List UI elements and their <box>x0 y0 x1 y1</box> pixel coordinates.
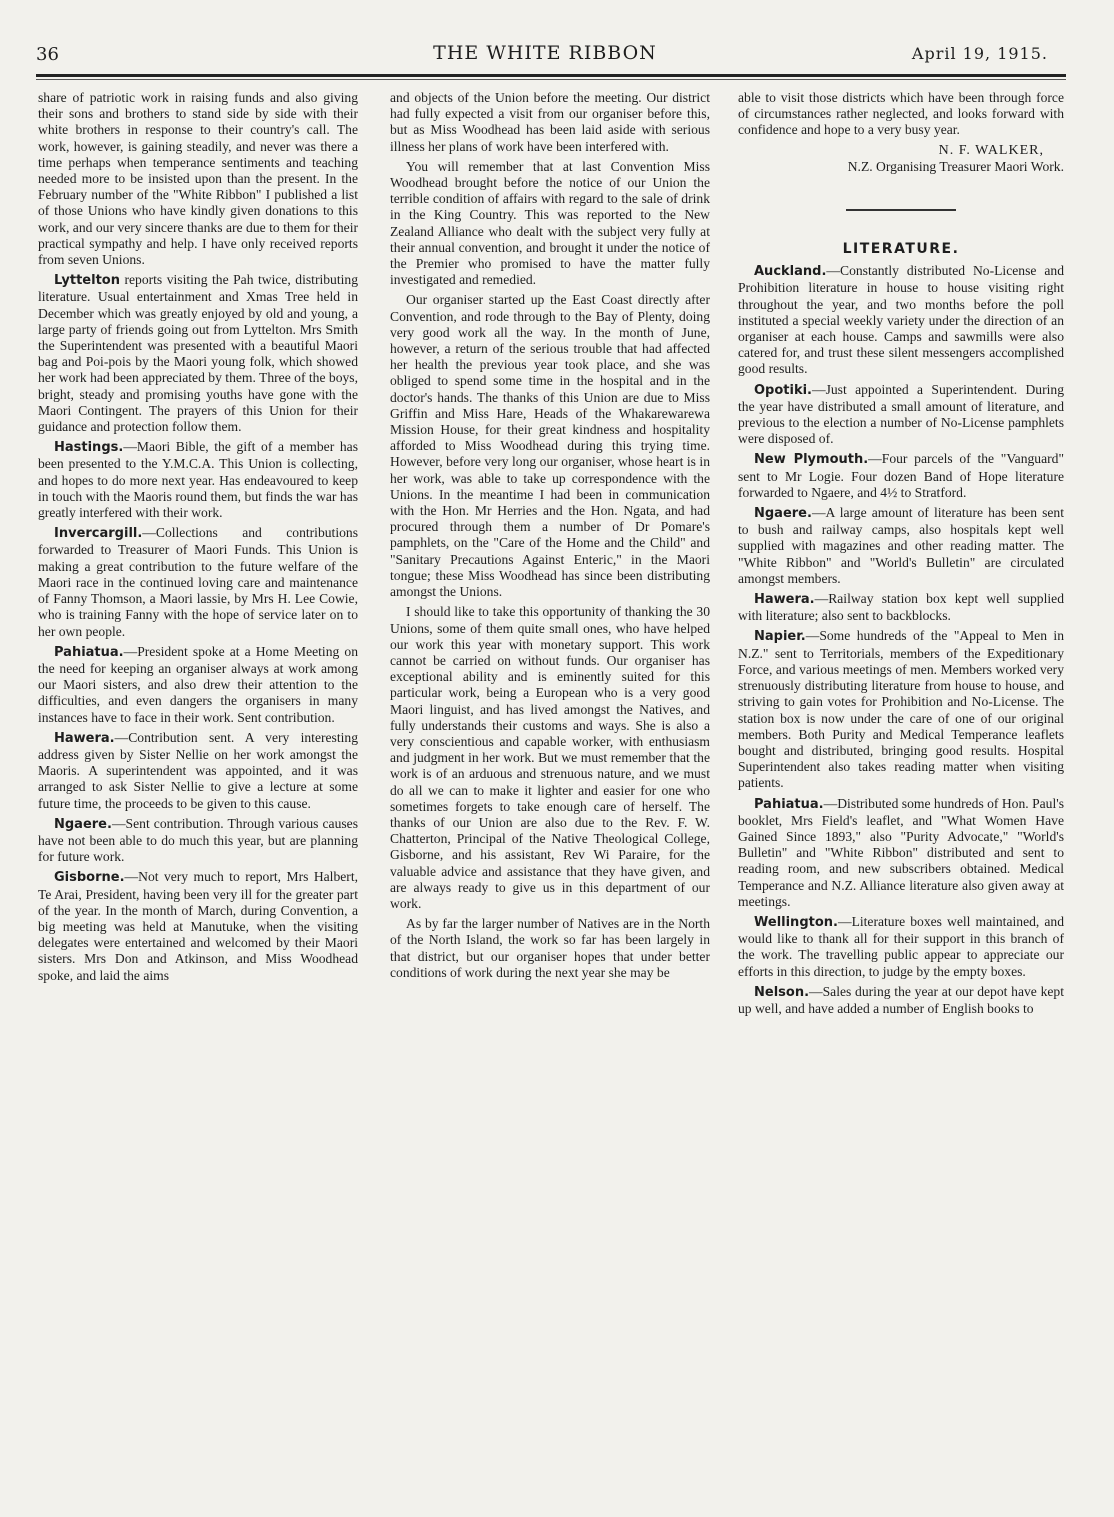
entry-heading: New Plymouth. <box>754 452 869 468</box>
paragraph: and objects of the Union before the meeting. Our district had fully expected a visit from our organiser before this, but as Miss Woodhead has been laid aside with serious illness her plans of work have been interfered with. <box>390 90 710 154</box>
report-entry <box>738 451 1064 501</box>
col2-paragraphs <box>390 90 710 981</box>
entry-heading: Ngaere. <box>754 506 812 522</box>
entry-heading: Hastings. <box>54 440 124 456</box>
paragraph: Our organiser started up the East Coast directly after Convention, and rode through to the Bay of Plenty, doing very good work all the way. In the month of June, however, a return of the serious trouble that had affected her health the previous year took place, and she was obliged to spend some time in the hospital and in the doctor's hands. The thanks of this Union are due to Miss Griffin and Miss Hare, Heads of the Whakarewarewa Mission House, for their great kindness and hospitality afforded to Miss Woodhead during this trying time. However, before very long our organiser, whose heart is in her work, was able to take up correspondence with the Unions. In the meantime I had been in communication with the Hon. Mr Herries and the Hon. Ngata, and had procured through them a number of Dr Pomare's pamphlets, on the "Care of the Home and the Child" and "Sanitary Precautions Against Enteric," in the Maori tongue; these Miss Woodhead has since been distributing amongst the Unions. <box>390 292 710 600</box>
report-entry <box>738 914 1064 980</box>
report-entry <box>738 263 1064 377</box>
entry-heading: Pahiatua. <box>754 796 824 812</box>
column-1 <box>38 90 358 988</box>
entry-heading: Wellington. <box>754 914 838 930</box>
report-entry <box>38 439 358 521</box>
paragraph: You will remember that at last Convention Miss Woodhead brought before the notice of our Union the terrible condition of affairs with regard to the sale of drink in the King Country. This was reported to the New Zealand Alliance who dealt with the subject very fully at their annual convention, and brought it under the notice of the Premier who promised to have the matter fully investigated and remedied. <box>390 158 710 288</box>
col3-intro: able to visit those districts which have been through force of circumstances rather neglected, and looks forward with confidence and hope to a very busy year. <box>738 90 1064 138</box>
paragraph: I should like to take this opportunity of thanking the 30 Unions, some of them quite small ones, who have helped our work this year with monetary support. This work cannot be carried on without funds. Our organiser has exceptional ability and is eminently suited for this particular work, being a European who is a very good Maori linguist, and has lived amongst the Natives, and fully understands their customs and ways. She is also a very conscientious and capable worker, with enthusiasm and judgment in her work. But we must remember that the work is of an arduous and strenuous nature, and we must do all we can to make it lighter and easier for one who sometimes forgets to take enough care of herself. The thanks of our Union are also due to the Rev. F. W. Chatterton, Principal of the Native Theological College, Gisborne, and his assistant, Rev Wi Paraire, for the valuable advice and assistance that they have given, and are always ready to give us in this department of our work. <box>390 604 710 911</box>
entry-heading: Ngaere. <box>54 816 112 832</box>
report-entry <box>38 525 358 639</box>
entry-heading: Invercargill. <box>54 526 143 542</box>
column-2 <box>390 90 710 985</box>
report-entry <box>38 816 358 866</box>
entry-text: reports visiting the Pah twice, distributing literature. Usual entertainment and Xmas Tree held in December which was greatly enjoyed by old and young, a large party of friends going out from Lyttelton. Mrs Smith the Superintendent was presented with a beautiful Maori bag and Poi-pois by the Maori young folk, which showed her work had been appreciated by them. Three of the boys, bright, steady and promising youths have gone with the Maori Contingent. The prayers of this Union for their guidance and protection follow them. <box>38 272 358 435</box>
report-entry <box>738 984 1064 1017</box>
entry-heading: Napier. <box>754 629 806 645</box>
entry-heading: Lyttelton <box>54 273 120 289</box>
masthead-title: THE WHITE RIBBON <box>433 42 657 64</box>
entry-heading: Nelson. <box>754 984 810 1000</box>
report-entry <box>738 591 1064 624</box>
report-entry <box>38 644 358 726</box>
signature-title: N.Z. Organising Treasurer Maori Work. <box>847 158 1064 174</box>
col1-intro: share of patriotic work in raising funds and also giving their sons and brothers to stand side by side with their white brothers in response to their country's call. The work, however, is gaining steadily, and never was there a time perhaps when temperance sentiments and teaching needed more to be insisted upon than the present. In the February number of the "White Ribbon" I published a list of those Unions who have kindly given donations to this work, and our very sincere thanks are due to them for their practical sympathy and help. I have only received reports from seven Unions. <box>38 90 358 268</box>
entry-heading: Hawera. <box>54 730 115 746</box>
report-entry <box>38 730 358 812</box>
entry-text: —Distributed some hundreds of Hon. Paul's booklet, Mrs Field's leaflet, and "What Women Have Gained Since 1893," also "Purity Advocate," "World's Bulletin" and "White Ribbon" distributed and sent to reading room, and new subscribers obtained. Medical Temperance and N.Z. Alliance literature also given away at meetings. <box>738 795 1064 909</box>
entry-text: —Railway station box kept well supplied with literature; also sent to backblocks. <box>738 591 1064 624</box>
entry-text: —Four parcels of the "Vanguard" sent to Mr Logie. Four dozen Band of Hope literature forwarded to Ngaere, and 4½ to Stratford. <box>738 451 1064 500</box>
entry-text: —A large amount of literature has been sent to bush and railway camps, also hospitals kept well supplied with magazines and other reading matter. The "White Ribbon" and "World's Bulletin" are circulated amongst members. <box>738 505 1064 586</box>
entry-text: —Sent contribution. Through various causes have not been able to do much this year, but are planning for future work. <box>38 815 358 865</box>
entry-text: —Collections and contributions forwarded to Treasurer of Maori Funds. This Union is making a great contribution to the future welfare of the Maori race in the continued loving care and maintenance of Fanny Thomson, a Maori lassie, by Mrs H. Lee Cowie, who is training Fanny with the hope of service later on to her own people. <box>38 525 358 639</box>
entry-text: —Not very much to report, Mrs Halbert, Te Arai, President, having been very ill for the greater part of the year. In the month of March, during Convention, a big meeting was held at Manutuke, when the visiting delegates were entertained and welcomed by their Maori sisters. Mrs Don and Atkinson, and Miss Woodhead spoke, and laid the aims <box>38 869 358 983</box>
entry-text: —Sales during the year at our depot have kept up well, and have added a number of English books to <box>738 983 1064 1016</box>
entry-text: —President spoke at a Home Meeting on the need for keeping an organiser always at work among our Maori sisters, and also drew their attention to the difficulties, and even dangers the organisers in many instances have to face in their work. Sent contribution. <box>38 643 358 725</box>
col1-entries <box>38 272 358 984</box>
report-entry <box>738 505 1064 587</box>
entry-text: —Literature boxes well maintained, and would like to thank all for their support in this branch of the work. The travelling public appear to appreciate our efforts in this direction, to judge by the empty boxes. <box>738 913 1064 979</box>
section-divider <box>846 209 956 211</box>
entry-text: —Maori Bible, the gift of a member has been presented to the Y.M.C.A. This Union is collecting, and hopes to do more next year. Has endeavoured to keep in touch with the Maoris round them, but finds the war has greatly interfered with their work. <box>38 439 358 521</box>
report-entry <box>738 628 1064 791</box>
header-rule <box>36 74 1066 77</box>
header-rule-thin <box>36 79 1066 80</box>
entry-heading: Gisborne. <box>54 870 125 886</box>
report-entry <box>738 796 1064 910</box>
signature-name: N. F. WALKER, <box>938 142 1044 158</box>
section-title-literature: LITERATURE. <box>842 241 960 258</box>
report-entry <box>738 382 1064 448</box>
paragraph: As by far the larger number of Natives are in the North of the North Island, the work so far has been largely in that district, but our organiser hopes that under better conditions of work during the next year she may be <box>390 916 710 980</box>
entry-heading: Opotiki. <box>754 382 812 398</box>
col3-entries <box>738 263 1064 1017</box>
issue-date: April 19, 1915. <box>911 44 1048 63</box>
entry-text: —Constantly distributed No-License and Prohibition literature in house to house visiting right throughout the year, and two months before the poll instituted a special weekly variety under the direction of an organiser at each house. Camps and sawmills were also catered for, and trust these silent messengers accomplished good results. <box>738 263 1064 377</box>
entry-heading: Pahiatua. <box>54 644 124 660</box>
column-3 <box>738 90 1064 1021</box>
entry-text: —Just appointed a Superintendent. During the year have distributed a small amount of literature, and previous to the election a number of No-License pamphlets were disposed of. <box>738 381 1064 447</box>
report-entry <box>38 272 358 435</box>
page-number: 36 <box>36 44 59 65</box>
entry-text: —Some hundreds of the "Appeal to Men in N.Z." sent to Territorials, members of the Expeditionary Force, and various meetings of men. Members worked very strenuously distributing literature from house to house, and striving to gain votes for Prohibition and No-License. The station box is now under the care of one of our original members. Both Purity and Medical Temperance leaflets bought and distributed, bringing good results. Hospital Superintendent also takes reading matter when visiting patients. <box>738 628 1064 791</box>
entry-text: —Contribution sent. A very interesting address given by Sister Nellie on her work amongst the Maoris. A superintendent was appointed, and it was arranged to ask Sister Nellie to give a lecture at some future time, the proceeds to be given to this cause. <box>38 729 358 811</box>
page-header <box>30 40 1060 76</box>
entry-heading: Hawera. <box>754 592 815 608</box>
entry-heading: Auckland. <box>754 264 827 280</box>
report-entry <box>38 869 358 983</box>
